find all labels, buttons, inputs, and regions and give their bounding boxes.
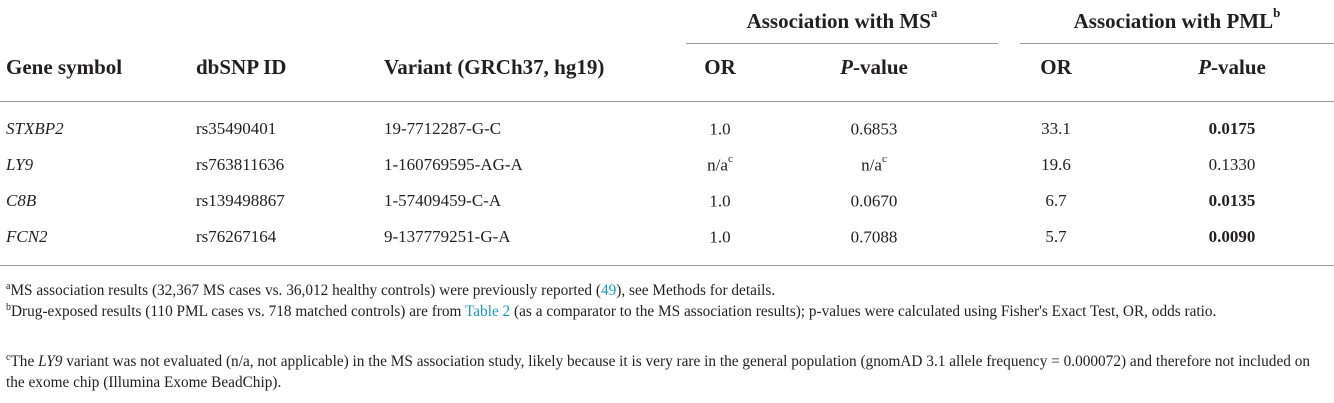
cell-ms-p	[820, 155, 928, 176]
footnote-a-mark: a	[6, 280, 11, 292]
footnote-c-gene-italic: LY9	[38, 353, 63, 370]
col-header-pml-p	[1162, 55, 1302, 80]
cell-ms-p	[820, 119, 928, 140]
group-header-ms-sup: a	[930, 5, 938, 20]
group-header-pml-label: Association with PML	[1073, 9, 1274, 33]
cell-snp: rs139498867	[196, 191, 285, 210]
cell-variant: 1-160769595-AG-A	[384, 155, 523, 174]
footnote-b-text-before: Drug-exposed results (110 PML cases vs. 718 matched controls) are from	[11, 303, 465, 320]
cell-pml-or: 19.6	[1041, 155, 1071, 174]
footnote-c-text-after: variant was not evaluated (n/a, not applicable) in the MS association study, likely because it is very rare in the general population (gnomAD 3.1 allele frequency = 0.000072) and therefore not included on the exome chip (Illumina Exome BeadChip).	[6, 353, 1310, 391]
cell-gene: FCN2	[6, 227, 48, 246]
cell-pml-or: 6.7	[1045, 191, 1067, 210]
col-header-ms-p	[820, 55, 928, 80]
header-rule	[0, 101, 1334, 102]
cell-pml-p: 0.0090	[1208, 227, 1256, 246]
col-header-snp: dbSNP ID	[196, 55, 287, 79]
footnote-a	[6, 280, 1328, 301]
group-underline-ms	[686, 43, 998, 44]
footnote-b-table-link[interactable]: Table 2	[464, 303, 511, 320]
cell-ms-or-value: 1.0	[709, 119, 731, 139]
cell-ms-p-value: 0.6853	[850, 119, 898, 139]
cell-gene: STXBP2	[6, 119, 64, 138]
col-header-ms-p-italic: P	[840, 55, 853, 79]
footnote-c-text-before: The	[10, 353, 39, 370]
footnote-b-text-after: (as a comparator to the MS association results); p-values were calculated using Fisher's Exact Test, OR, odds ratio.	[510, 303, 1217, 320]
cell-snp: rs763811636	[196, 155, 285, 174]
footnote-c	[6, 351, 1328, 393]
cell-ms-or-value: 1.0	[709, 227, 731, 247]
cell-ms-p-value: n/a	[861, 155, 882, 175]
cell-ms-or-value: 1.0	[709, 191, 731, 211]
col-header-gene: Gene symbol	[6, 55, 123, 79]
cell-variant: 1-57409459-C-A	[384, 191, 502, 210]
cell-ms-or-value: n/a	[707, 155, 728, 175]
cell-ms-or-sup: c	[727, 153, 733, 165]
cell-pml-p: 0.0135	[1208, 191, 1256, 210]
col-header-pml-p-italic: P	[1198, 55, 1211, 79]
cell-snp: rs35490401	[196, 119, 277, 138]
col-header-pml-or: OR	[1040, 55, 1072, 79]
cell-ms-p	[820, 191, 928, 212]
cell-pml-p: 0.1330	[1208, 155, 1256, 174]
cell-snp: rs76267164	[196, 227, 277, 246]
group-header-ms-label: Association with MS	[746, 9, 931, 33]
group-header-pml	[1020, 5, 1334, 34]
cell-gene: C8B	[6, 191, 37, 210]
cell-ms-or	[690, 155, 750, 176]
footnote-a-reference-link[interactable]: 49	[600, 282, 617, 299]
footnote-a-text-after: ), see Methods for details.	[616, 282, 776, 299]
table-bottom-rule	[0, 265, 1334, 266]
cell-variant: 9-137779251-G-A	[384, 227, 511, 246]
col-header-ms-or: OR	[704, 55, 736, 79]
col-header-pml-p-rest: -value	[1211, 55, 1266, 79]
group-header-pml-sup: b	[1273, 5, 1281, 20]
cell-variant: 19-7712287-G-C	[384, 119, 502, 138]
footnote-b	[6, 301, 1328, 322]
cell-ms-p-value: 0.0670	[850, 191, 898, 211]
group-underline-pml	[1020, 43, 1334, 44]
cell-ms-p-value: 0.7088	[850, 227, 898, 247]
cell-pml-or: 33.1	[1041, 119, 1071, 138]
cell-ms-p	[820, 227, 928, 248]
cell-ms-or	[690, 191, 750, 212]
col-header-ms-p-rest: -value	[853, 55, 908, 79]
cell-ms-or	[690, 227, 750, 248]
cell-pml-p: 0.0175	[1208, 119, 1256, 138]
col-header-variant: Variant (GRCh37, hg19)	[384, 55, 605, 79]
group-header-ms	[686, 5, 998, 34]
cell-ms-or	[690, 119, 750, 140]
footnote-c-mark: c	[6, 351, 11, 363]
cell-ms-p-sup: c	[881, 153, 887, 165]
footnote-b-mark: b	[6, 301, 11, 313]
cell-pml-or: 5.7	[1045, 227, 1067, 246]
cell-gene: LY9	[6, 155, 34, 174]
footnote-a-text-before: MS association results (32,367 MS cases vs. 36,012 healthy controls) were previously reported (	[10, 282, 601, 299]
